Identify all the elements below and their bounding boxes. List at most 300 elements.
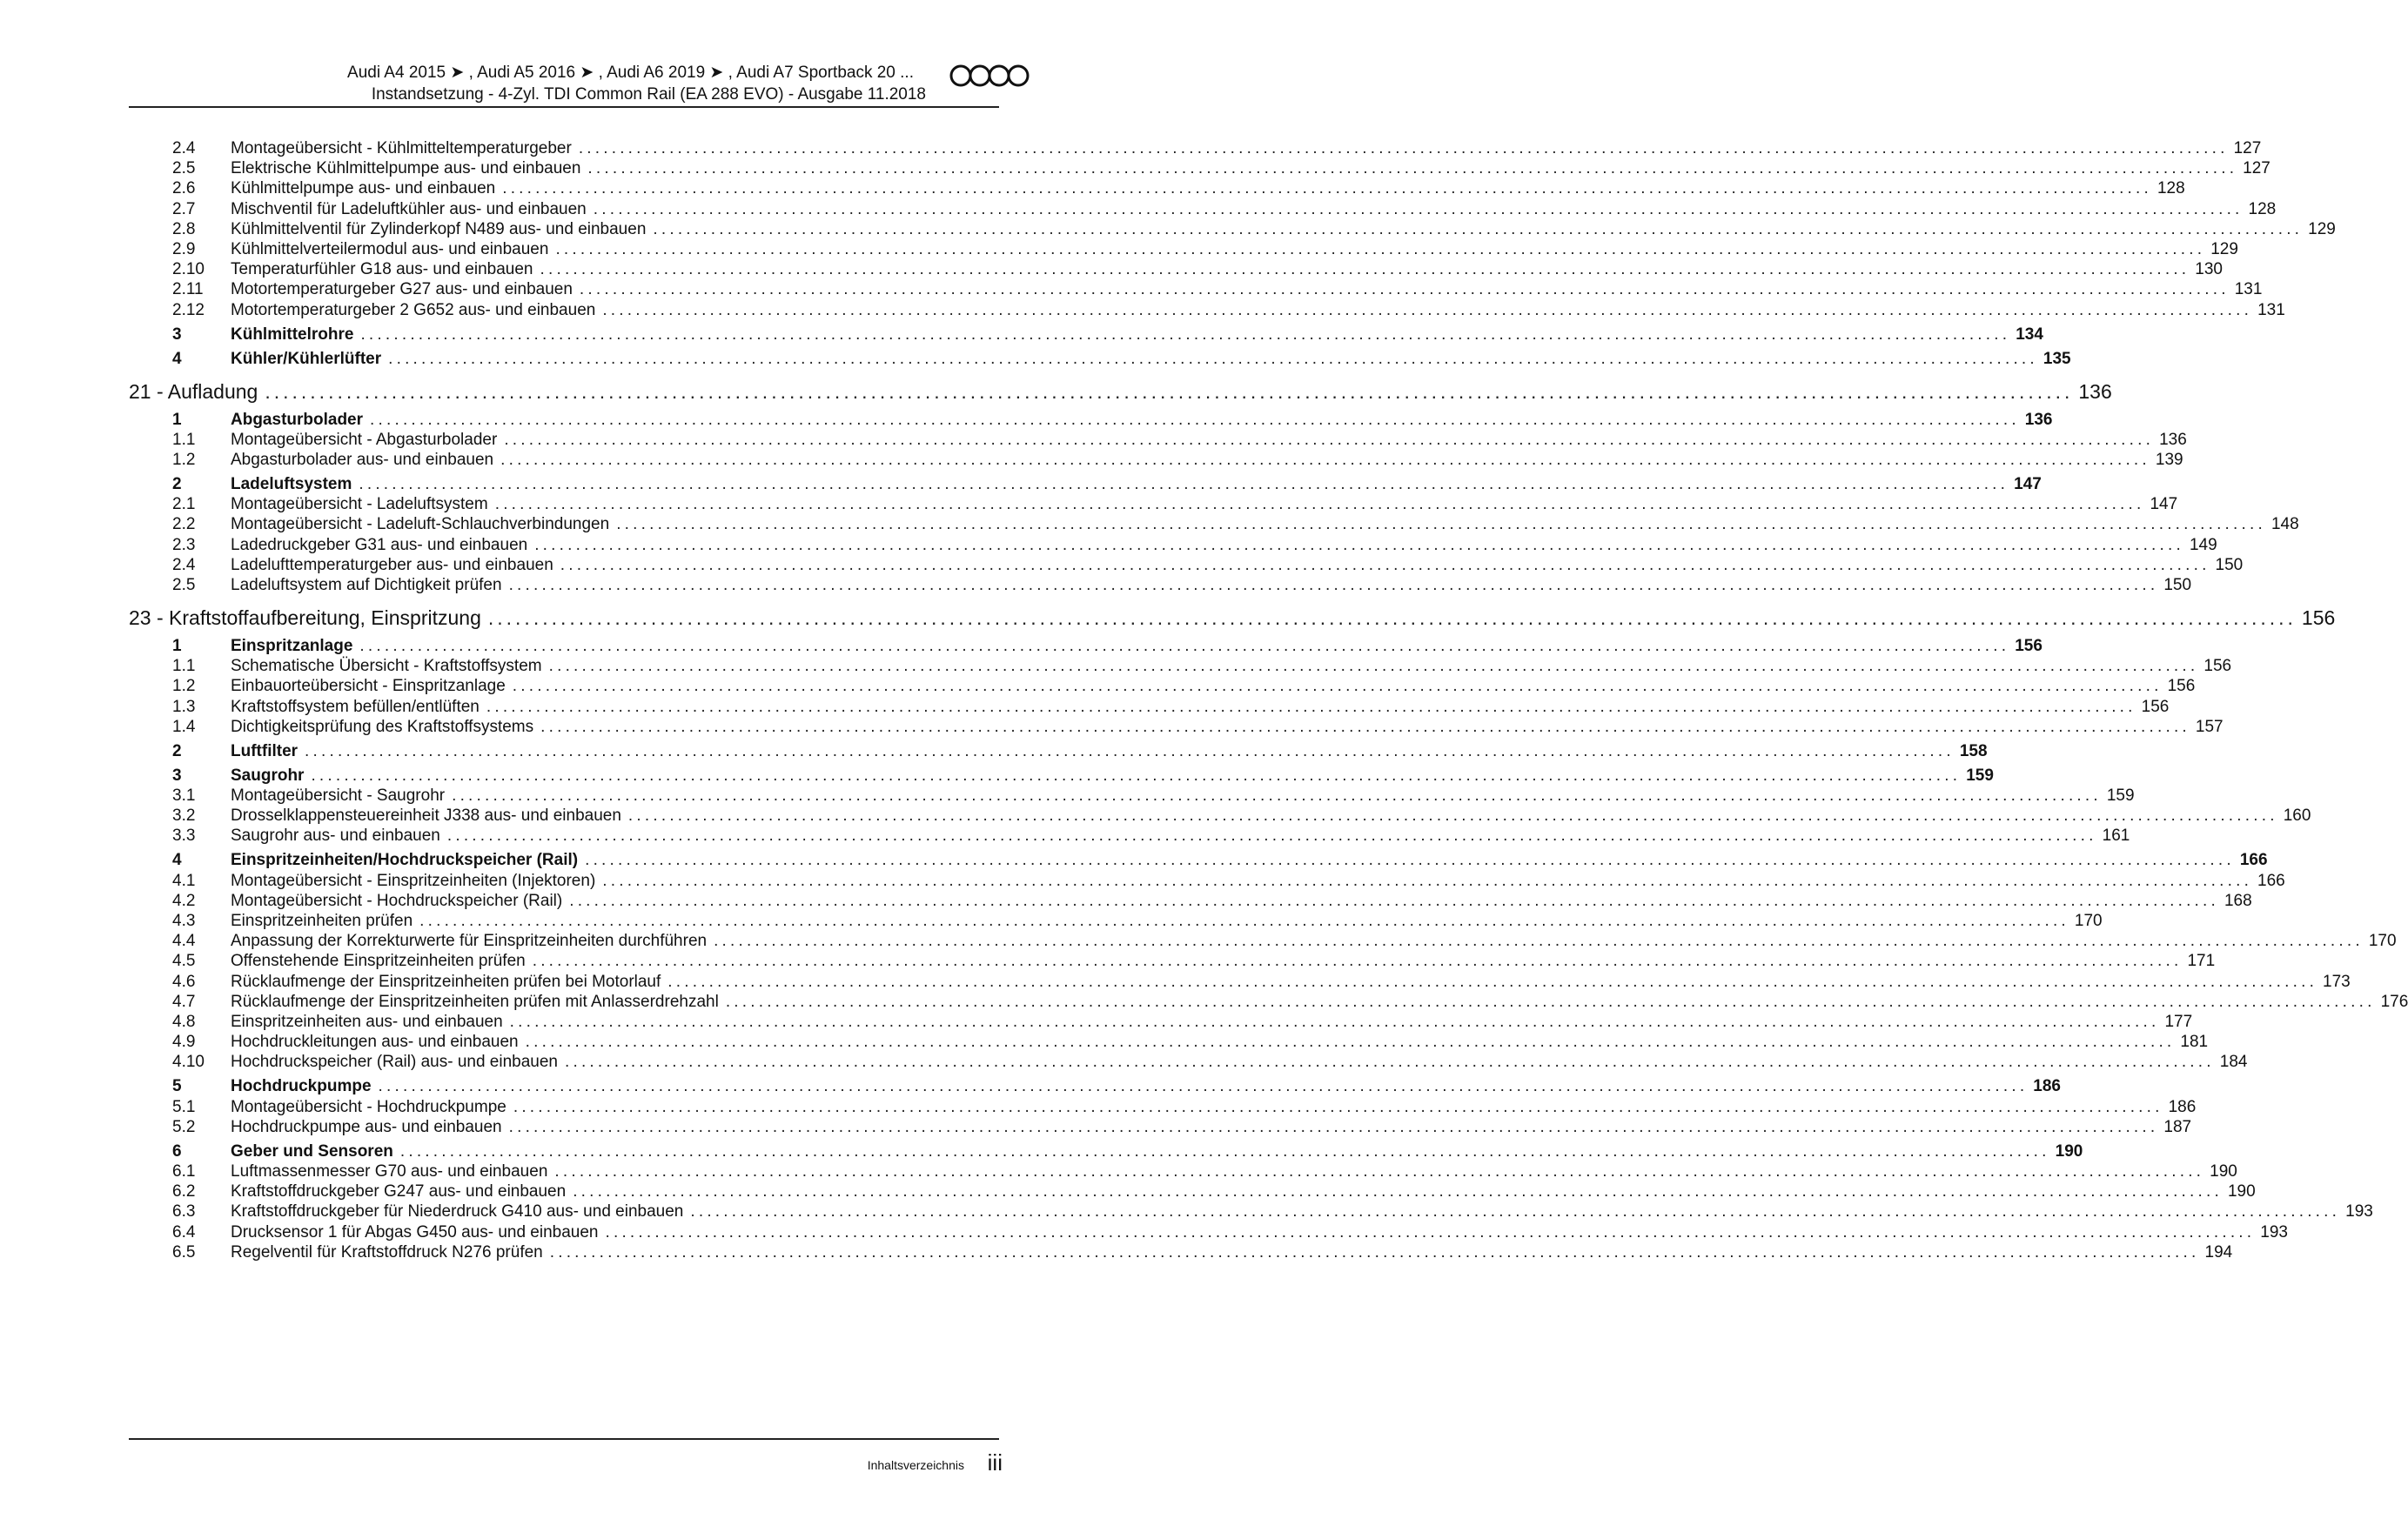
toc-section-number: 1.3: [172, 698, 196, 716]
toc-entry-title: Kühlmittelpumpe aus- und einbauen: [231, 179, 496, 197]
toc-row[interactable]: [0, 409, 2053, 430]
toc-entry-title: Motortemperaturgeber G27 aus- und einbauen: [231, 280, 573, 298]
toc-section-number: 3.3: [172, 827, 196, 845]
toc-section-number: 4: [172, 350, 182, 368]
toc-page-number: 161: [2102, 827, 2130, 845]
toc-section-number: 6.3: [172, 1202, 196, 1221]
toc-entry-title: Kühlmittelrohre: [231, 325, 354, 344]
toc-row[interactable]: [0, 890, 2252, 911]
toc-dot-leader: ........................................................................................................................................................................................................: [725, 993, 2376, 1011]
toc-dot-leader: ........................................................................................................................................................................................................: [265, 380, 2074, 403]
toc-entry-line: [231, 200, 2277, 219]
toc-row[interactable]: [0, 1141, 2083, 1161]
toc-section-number: 3.2: [172, 807, 196, 825]
toc-row[interactable]: [0, 1096, 2197, 1117]
toc-dot-leader: ........................................................................................................................................................................................................: [513, 1098, 2163, 1116]
toc-row[interactable]: [0, 258, 2223, 279]
toc-entry-title: Montageübersicht - Hochdruckspeicher (Rail): [231, 892, 563, 910]
toc-entry-line: [231, 301, 2285, 320]
toc-page-number: 127: [2243, 159, 2270, 177]
toc-section-number: 4.5: [172, 952, 196, 970]
toc-dot-leader: ........................................................................................................................................................................................................: [548, 657, 2199, 675]
toc-dot-leader: ........................................................................................................................................................................................................: [540, 260, 2190, 278]
toc-dot-leader: ........................................................................................................................................................................................................: [494, 495, 2145, 513]
header-subtitle: Instandsetzung - 4-Zyl. TDI Common Rail (EA 288 EVO) - Ausgabe 11.2018: [371, 85, 926, 104]
toc-page-number: 190: [2055, 1142, 2083, 1161]
toc-section-number: 1: [172, 637, 182, 655]
toc-page-number: 150: [2163, 576, 2192, 594]
toc-row[interactable]: [0, 534, 2217, 555]
toc-entry-line: [231, 1182, 2256, 1201]
toc-page-number: 148: [2270, 515, 2299, 533]
toc-entry-line: [231, 851, 2268, 870]
toc-dot-leader: ........................................................................................................................................................................................................: [359, 637, 2010, 655]
toc-page-number: 127: [2233, 139, 2262, 157]
toc-entry-line: [231, 637, 2042, 656]
toc-page-number: 156: [2141, 698, 2170, 716]
toc-dot-leader: ........................................................................................................................................................................................................: [452, 786, 2102, 805]
toc-entry-line: [231, 1013, 2193, 1032]
toc-row[interactable]: [0, 449, 2183, 470]
toc-section-number: 2.11: [172, 280, 204, 298]
toc-page-number: 193: [2260, 1223, 2288, 1242]
toc-section-number: 6.1: [172, 1162, 196, 1181]
toc-page-number: 139: [2155, 451, 2183, 469]
toc-dot-leader: ........................................................................................................................................................................................................: [500, 451, 2150, 469]
toc-entry-title: Hochdruckspeicher (Rail) aus- und einbauen: [231, 1053, 558, 1071]
toc-page-number: 171: [2187, 952, 2216, 970]
toc-entry-title: Hochdruckpumpe: [231, 1077, 372, 1095]
toc-entry-title: Montageübersicht - Ladeluft-Schlauchverbindungen: [231, 515, 610, 533]
toc-page-number: 129: [2210, 240, 2238, 258]
toc-entry-line: [231, 159, 2270, 178]
toc-section-number: 2: [172, 475, 182, 493]
toc-page-number: 128: [2156, 179, 2185, 197]
toc-section-number: 2.3: [172, 536, 196, 554]
toc-entry-line: [231, 576, 2192, 595]
toc-entry-line: [231, 892, 2252, 911]
toc-section-number: 3: [172, 325, 182, 344]
toc-entry-line: [231, 1053, 2248, 1072]
toc-row[interactable]: [0, 1031, 2209, 1052]
toc-dot-leader: ........................................................................................................................................................................................................: [549, 1243, 2200, 1262]
toc-entry-title: Schematische Übersicht - Kraftstoffsystem: [231, 657, 542, 675]
toc-section-number: 4.7: [172, 993, 196, 1011]
toc-entry-line: [231, 932, 2397, 951]
toc-entry-line: [231, 260, 2223, 279]
toc-entry-line: [231, 139, 2262, 158]
toc-dot-leader: ........................................................................................................................................................................................................: [564, 1053, 2215, 1071]
toc-entry-title: Saugrohr aus- und einbauen: [231, 827, 440, 845]
toc-entry-title: Kraftstoffdruckgeber für Niederdruck G410 aus- und einbauen: [231, 1202, 684, 1221]
toc-dot-leader: ........................................................................................................................................................................................................: [512, 677, 2163, 695]
toc-row[interactable]: [0, 716, 2224, 737]
toc-entry-line: [231, 657, 2232, 676]
toc-section-number: 2.2: [172, 515, 196, 533]
toc-section-number: 4.2: [172, 892, 196, 910]
toc-page-number: 159: [2106, 786, 2135, 805]
toc-section-number: 6: [172, 1142, 182, 1161]
toc-entry-title: 21 - Aufladung: [129, 380, 258, 403]
toc-entry-line: [231, 495, 2178, 514]
toc-section-number: 4.10: [172, 1053, 205, 1071]
toc-row[interactable]: [0, 1051, 2248, 1072]
toc-entry-title: Anpassung der Korrekturwerte für Einspritzeinheiten durchführen: [231, 932, 708, 950]
toc-row[interactable]: [0, 991, 2408, 1012]
toc-entry-line: [231, 280, 2263, 299]
toc-page-number: 193: [2345, 1202, 2373, 1221]
toc-row[interactable]: [0, 137, 2262, 158]
toc-entry-line: [231, 220, 2336, 239]
toc-page-number: 168: [2224, 892, 2252, 910]
toc-section-number: 2.5: [172, 576, 196, 594]
toc-row[interactable]: [0, 805, 2311, 826]
toc-page-number: 173: [2323, 973, 2351, 991]
toc-dot-leader: ........................................................................................................................................................................................................: [486, 698, 2136, 716]
toc-entry-title: Ladedruckgeber G31 aus- und einbauen: [231, 536, 528, 554]
toc-dot-leader: ........................................................................................................................................................................................................: [667, 973, 2318, 991]
toc-dot-leader: ........................................................................................................................................................................................................: [585, 851, 2235, 869]
toc-entry-title: Motortemperaturgeber 2 G652 aus- und einbauen: [231, 301, 596, 319]
toc-entry-title: Regelventil für Kraftstoffdruck N276 prüfen: [231, 1243, 543, 1262]
toc-row[interactable]: [0, 1116, 2192, 1137]
toc-entry-title: Offenstehende Einspritzeinheiten prüfen: [231, 952, 526, 970]
toc-page-number: 130: [2195, 260, 2223, 278]
toc-section-number: 2.4: [172, 139, 196, 157]
toc-entry-title: Kühlmittelverteilermodul aus- und einbauen: [231, 240, 549, 258]
toc-entry-line: [231, 350, 2071, 369]
toc-entry-title: Hochdruckpumpe aus- und einbauen: [231, 1118, 502, 1136]
toc-section-number: 4: [172, 851, 182, 869]
toc-dot-leader: ........................................................................................................................................................................................................: [602, 872, 2253, 890]
toc-page-number: 149: [2189, 536, 2217, 554]
toc-entry-title: Ladeluftsystem auf Dichtigkeit prüfen: [231, 576, 502, 594]
toc-section-number: 1.4: [172, 718, 196, 736]
toc-entry-title: Montageübersicht - Einspritzeinheiten (Injektoren): [231, 872, 596, 890]
toc-section-number: 1.1: [172, 657, 196, 675]
toc-dot-leader: ........................................................................................................................................................................................................: [690, 1202, 2341, 1221]
toc-dot-leader: ........................................................................................................................................................................................................: [578, 139, 2229, 157]
toc-entry-title: 23 - Kraftstoffaufbereitung, Einspritzung: [129, 606, 481, 629]
toc-row[interactable]: [0, 299, 2285, 320]
toc-entry-title: Mischventil für Ladeluftkühler aus- und einbauen: [231, 200, 587, 218]
toc-entry-line: [231, 1098, 2197, 1117]
toc-dot-leader: ........................................................................................................................................................................................................: [370, 411, 2020, 429]
toc-entry-line: [231, 807, 2311, 826]
toc-entry-line: [231, 973, 2351, 992]
toc-dot-leader: ........................................................................................................................................................................................................: [587, 159, 2238, 177]
toc-entry-line: [231, 993, 2408, 1012]
toc-entry-line: [231, 1162, 2237, 1181]
toc-dot-leader: ........................................................................................................................................................................................................: [569, 892, 2219, 910]
toc-dot-leader: ........................................................................................................................................................................................................: [509, 1013, 2160, 1031]
toc-page-number: 131: [2234, 280, 2263, 298]
toc-section-number: 1: [172, 411, 182, 429]
toc-entry-title: Einspritzeinheiten/Hochdruckspeicher (Rail): [231, 851, 579, 869]
toc-page-number: 190: [2210, 1162, 2237, 1181]
toc-dot-leader: ........................................................................................................................................................................................................: [560, 556, 2210, 574]
toc-section-number: 2.12: [172, 301, 205, 319]
toc-row[interactable]: [0, 348, 2071, 369]
toc-row[interactable]: [0, 950, 2216, 971]
toc-row[interactable]: [0, 218, 2336, 239]
toc-row[interactable]: [0, 675, 2196, 696]
toc-page-number: 157: [2195, 718, 2224, 736]
toc-dot-leader: ........................................................................................................................................................................................................: [540, 718, 2190, 736]
toc-row[interactable]: [0, 574, 2192, 595]
toc-page-number: 190: [2227, 1182, 2256, 1201]
toc-entry-line: [231, 718, 2224, 737]
toc-entry-title: Kühler/Kühlerlüfter: [231, 350, 382, 368]
toc-entry-title: Montageübersicht - Abgasturbolader: [231, 431, 498, 449]
toc-row[interactable]: [0, 930, 2397, 951]
footer-section-label: Inhaltsverzeichnis: [867, 1458, 964, 1472]
toc-section-number: 3: [172, 766, 182, 785]
toc-entry-line: [231, 742, 1988, 761]
toc-entry-line: [231, 179, 2185, 198]
toc-dot-leader: ........................................................................................................................................................................................................: [579, 280, 2230, 298]
toc-dot-leader: ........................................................................................................................................................................................................: [419, 912, 2069, 930]
toc-page-number: 194: [2204, 1243, 2233, 1262]
toc-row[interactable]: [0, 1161, 2237, 1181]
toc-row[interactable]: [0, 696, 2170, 717]
toc-section-number: 2.5: [172, 159, 196, 177]
toc-entry-line: [231, 475, 2042, 494]
toc-chapter-row[interactable]: [0, 606, 2336, 630]
toc-section-number: 1.1: [172, 431, 196, 449]
toc-entry-line: [231, 1202, 2373, 1221]
toc-entry-line: [231, 698, 2170, 717]
header-title: Audi A4 2015 ➤ , Audi A5 2016 ➤ , Audi A6 2019 ➤ , Audi A7 Sportback 20 ...: [347, 64, 914, 82]
toc-row[interactable]: [0, 473, 2042, 494]
toc-entry-title: Kühlmittelventil für Zylinderkopf N489 aus- und einbauen: [231, 220, 647, 238]
toc-entry-title: Montageübersicht - Saugrohr: [231, 786, 446, 805]
toc-row[interactable]: [0, 870, 2285, 891]
toc-page-number: 186: [2168, 1098, 2197, 1116]
toc-dot-leader: ........................................................................................................................................................................................................: [616, 515, 2266, 533]
toc-entry-line: [231, 766, 1994, 786]
toc-section-number: 4.6: [172, 973, 196, 991]
toc-dot-leader: ........................................................................................................................................................................................................: [502, 179, 2152, 197]
toc-row[interactable]: [0, 971, 2351, 992]
toc-entry-line: [129, 606, 2336, 630]
toc-row[interactable]: [0, 1075, 2061, 1096]
toc-entry-line: [231, 1223, 2288, 1242]
toc-dot-leader: ........................................................................................................................................................................................................: [305, 742, 1955, 760]
toc-section-number: 2.6: [172, 179, 196, 197]
toc-page-number: 147: [2150, 495, 2178, 513]
toc-entry-title: Luftfilter: [231, 742, 298, 760]
toc-row[interactable]: [0, 849, 2268, 870]
toc-entry-title: Einspritzeinheiten aus- und einbauen: [231, 1013, 503, 1031]
toc-dot-leader: ........................................................................................................................................................................................................: [555, 240, 2206, 258]
toc-section-number: 5.2: [172, 1118, 196, 1136]
toc-dot-leader: ........................................................................................................................................................................................................: [627, 807, 2278, 825]
toc-dot-leader: ........................................................................................................................................................................................................: [714, 932, 2364, 950]
toc-page-number: 186: [2033, 1077, 2061, 1095]
toc-page-number: 181: [2180, 1033, 2209, 1051]
four-rings-logo-icon: [947, 63, 1034, 89]
toc-row[interactable]: [0, 1181, 2256, 1201]
toc-entry-title: Hochdruckleitungen aus- und einbauen: [231, 1033, 519, 1051]
toc-section-number: 2.8: [172, 220, 196, 238]
toc-row[interactable]: [0, 765, 1994, 786]
toc-page-number: 159: [1966, 766, 1994, 785]
toc-page-number: 150: [2215, 556, 2244, 574]
toc-row[interactable]: [0, 740, 1988, 761]
toc-row[interactable]: [0, 198, 2277, 219]
toc-section-number: 5.1: [172, 1098, 196, 1116]
toc-dot-leader: ........................................................................................................................................................................................................: [653, 220, 2304, 238]
toc-section-number: 4.9: [172, 1033, 196, 1051]
footer-page-number: iii: [987, 1449, 1003, 1476]
toc-dot-leader: ........................................................................................................................................................................................................: [532, 952, 2183, 970]
toc-page-number: 166: [2257, 872, 2285, 890]
toc-entry-line: [231, 677, 2196, 696]
header-divider: [129, 106, 999, 108]
toc-row[interactable]: [0, 238, 2238, 259]
toc-section-number: 2.4: [172, 556, 196, 574]
toc-entry-title: Einspritzeinheiten prüfen: [231, 912, 413, 930]
toc-section-number: 1.2: [172, 677, 196, 695]
toc-entry-title: Rücklaufmenge der Einspritzeinheiten prüfen bei Motorlauf: [231, 973, 661, 991]
toc-dot-leader: ........................................................................................................................................................................................................: [378, 1077, 2029, 1095]
toc-section-number: 6.5: [172, 1243, 196, 1262]
toc-entry-title: Saugrohr: [231, 766, 305, 785]
toc-page-number: 177: [2164, 1013, 2193, 1031]
toc-page-number: 187: [2163, 1118, 2192, 1136]
toc-chapter-row[interactable]: [0, 380, 2112, 404]
toc-section-number: 5: [172, 1077, 182, 1095]
toc-entry-line: [231, 912, 2103, 931]
toc-page-number: 136: [2024, 411, 2053, 429]
toc-dot-leader: ........................................................................................................................................................................................................: [359, 475, 2009, 493]
toc-entry-title: Ladelufttemperaturgeber aus- und einbauen: [231, 556, 553, 574]
toc-row[interactable]: [0, 910, 2103, 931]
toc-row[interactable]: [0, 655, 2232, 676]
toc-entry-title: Drosselklappensteuereinheit J338 aus- und einbauen: [231, 807, 621, 825]
toc-entry-title: Abgasturbolader: [231, 411, 364, 429]
toc-dot-leader: ........................................................................................................................................................................................................: [360, 325, 2011, 344]
toc-row[interactable]: [0, 554, 2244, 575]
toc-entry-line: [231, 1142, 2083, 1161]
toc-page-number: 166: [2239, 851, 2268, 869]
toc-entry-title: Kraftstoffdruckgeber G247 aus- und einbauen: [231, 1182, 567, 1201]
toc-page-number: 128: [2248, 200, 2277, 218]
toc-entry-title: Drucksensor 1 für Abgas G450 aus- und einbauen: [231, 1223, 599, 1242]
toc-page-number: 131: [2257, 301, 2285, 319]
toc-dot-leader: ........................................................................................................................................................................................................: [593, 200, 2244, 218]
toc-dot-leader: ........................................................................................................................................................................................................: [554, 1162, 2205, 1181]
toc-section-number: 4.1: [172, 872, 196, 890]
toc-entry-title: Montageübersicht - Kühlmitteltemperaturgeber: [231, 139, 572, 157]
toc-page-number: 136: [2078, 380, 2112, 403]
toc-page-number: 160: [2283, 807, 2311, 825]
toc-section-number: 4.4: [172, 932, 196, 950]
toc-section-number: 2.10: [172, 260, 205, 278]
toc-dot-leader: ........................................................................................................................................................................................................: [534, 536, 2184, 554]
toc-dot-leader: ........................................................................................................................................................................................................: [311, 766, 1962, 785]
toc-entry-line: [231, 451, 2183, 470]
toc-section-number: 6.4: [172, 1223, 196, 1242]
toc-page-number: 156: [2301, 606, 2336, 629]
toc-section-number: 2.9: [172, 240, 196, 258]
toc-entry-line: [231, 515, 2299, 534]
toc-row[interactable]: [0, 1221, 2288, 1242]
toc-dot-leader: ........................................................................................................................................................................................................: [605, 1223, 2256, 1242]
toc-row[interactable]: [0, 635, 2042, 656]
toc-row[interactable]: [0, 1011, 2193, 1032]
toc-section-number: 2: [172, 742, 182, 760]
toc-entry-line: [231, 1077, 2061, 1096]
toc-section-number: 2.7: [172, 200, 196, 218]
toc-page-number: 136: [2159, 431, 2187, 449]
toc-page-number: 158: [1959, 742, 1988, 760]
toc-entry-title: Temperaturfühler G18 aus- und einbauen: [231, 260, 533, 278]
toc-page-number: 176: [2380, 993, 2408, 1011]
footer-divider: [129, 1438, 999, 1440]
toc-entry-title: Geber und Sensoren: [231, 1142, 393, 1161]
toc-row[interactable]: [0, 513, 2299, 534]
toc-dot-leader: ........................................................................................................................................................................................................: [487, 606, 2297, 629]
toc-dot-leader: ........................................................................................................................................................................................................: [446, 827, 2097, 845]
toc-dot-leader: ........................................................................................................................................................................................................: [399, 1142, 2050, 1161]
toc-entry-line: [231, 240, 2238, 259]
toc-entry-line: [231, 411, 2053, 430]
toc-entry-title: Montageübersicht - Hochdruckpumpe: [231, 1098, 506, 1116]
toc-entry-line: [231, 431, 2187, 450]
toc-entry-line: [231, 872, 2285, 891]
toc-row[interactable]: [0, 493, 2178, 514]
toc-dot-leader: ........................................................................................................................................................................................................: [508, 576, 2159, 594]
toc-dot-leader: ........................................................................................................................................................................................................: [573, 1182, 2223, 1201]
toc-row[interactable]: [0, 429, 2187, 450]
toc-row[interactable]: [0, 157, 2270, 178]
toc-dot-leader: ........................................................................................................................................................................................................: [525, 1033, 2176, 1051]
toc-entry-title: Rücklaufmenge der Einspritzeinheiten prüfen mit Anlasserdrehzahl: [231, 993, 719, 1011]
toc-page-number: 170: [2368, 932, 2397, 950]
toc-page-number: 147: [2014, 475, 2042, 493]
toc-section-number: 2.1: [172, 495, 196, 513]
toc-row[interactable]: [0, 825, 2130, 846]
toc-entry-title: Ladeluftsystem: [231, 475, 352, 493]
toc-entry-line: [231, 1243, 2233, 1262]
toc-page-number: 156: [2167, 677, 2196, 695]
toc-dot-leader: ........................................................................................................................................................................................................: [508, 1118, 2159, 1136]
toc-page-number: 156: [2015, 637, 2042, 655]
toc-row[interactable]: [0, 1242, 2233, 1262]
toc-row[interactable]: [0, 278, 2263, 299]
toc-entry-title: Elektrische Kühlmittelpumpe aus- und einbauen: [231, 159, 581, 177]
toc-entry-title: Dichtigkeitsprüfung des Kraftstoffsystems: [231, 718, 534, 736]
toc-entry-title: Einbauorteübersicht - Einspritzanlage: [231, 677, 506, 695]
toc-entry-title: Montageübersicht - Ladeluftsystem: [231, 495, 488, 513]
toc-row[interactable]: [0, 1201, 2373, 1221]
toc-section-number: 6.2: [172, 1182, 196, 1201]
toc-entry-line: [231, 827, 2130, 846]
toc-section-number: 1.2: [172, 451, 196, 469]
toc-section-number: 4.8: [172, 1013, 196, 1031]
toc-entry-line: [231, 1118, 2192, 1137]
toc-page-number: 135: [2042, 350, 2071, 368]
toc-row[interactable]: [0, 177, 2185, 198]
toc-entry-title: Einspritzanlage: [231, 637, 353, 655]
toc-page-number: 156: [2203, 657, 2232, 675]
toc-row[interactable]: [0, 324, 2043, 345]
toc-row[interactable]: [0, 785, 2135, 806]
toc-entry-line: [231, 786, 2135, 806]
toc-page-number: 134: [2016, 325, 2043, 344]
